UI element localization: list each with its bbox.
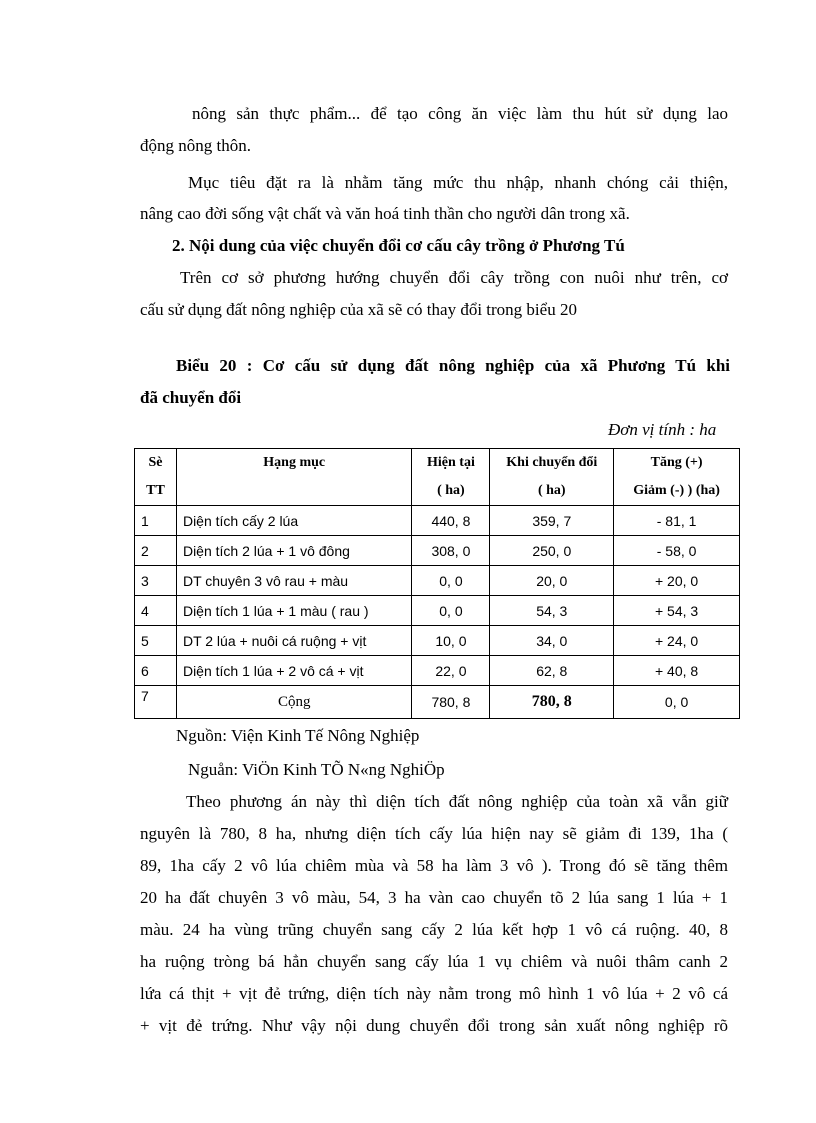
header-change bbox=[614, 449, 740, 506]
cell-current: 780, 8 bbox=[412, 686, 490, 719]
cell-item: DT 2 lúa + nuôi cá ruộng + vịt bbox=[176, 626, 412, 656]
header-current-line1: Hiện tại bbox=[427, 455, 475, 470]
paragraph-line: nông sản thực phẩm... để tạo công ăn việc làm thu hút sử dụng lao bbox=[192, 104, 728, 123]
cell-item: Diện tích 1 lúa + 1 màu ( rau ) bbox=[176, 596, 412, 626]
body-line: 20 ha đất chuyên 3 vô màu, 54, 3 ha vàn cao chuyển tõ 2 lúa sang 1 lúa + 1 bbox=[140, 888, 728, 907]
header-change-line2: Giảm (-) ) (ha) bbox=[633, 483, 720, 498]
body-line: ha ruộng tròng bá hẳn chuyển sang cấy lúa 1 vụ chiêm và nuôi thâm canh 2 bbox=[140, 952, 728, 971]
cell-stt: 7 bbox=[135, 686, 177, 719]
cell-item: Diện tích 1 lúa + 2 vô cá + vịt bbox=[176, 656, 412, 686]
paragraph-line: động nông thôn. bbox=[140, 136, 251, 155]
cell-change: + 24, 0 bbox=[614, 626, 740, 656]
body-line: 89, 1ha cấy 2 vô lúa chiêm mùa và 58 ha làm 3 vô ). Trong đó sẽ tăng thêm bbox=[140, 856, 728, 875]
paragraph-line: Trên cơ sở phương hướng chuyển đổi cây trồng con nuôi như trên, cơ bbox=[180, 268, 728, 287]
cell-change: + 40, 8 bbox=[614, 656, 740, 686]
header-stt-line2: TT bbox=[146, 483, 165, 498]
source-note-garbled: Nguån: ViÖn Kinh TÕ N«ng NghiÖp bbox=[188, 760, 445, 779]
cell-stt: 6 bbox=[135, 656, 177, 686]
table-caption-cont: đã chuyển đổi bbox=[140, 388, 242, 407]
cell-change: - 81, 1 bbox=[614, 506, 740, 536]
cell-change: + 20, 0 bbox=[614, 566, 740, 596]
table-row bbox=[135, 536, 740, 566]
table-header-row bbox=[135, 449, 740, 506]
cell-item: Diện tích 2 lúa + 1 vô đông bbox=[176, 536, 412, 566]
cell-after: 54, 3 bbox=[490, 596, 614, 626]
table-row bbox=[135, 626, 740, 656]
header-change-line1: Tăng (+) bbox=[650, 455, 703, 470]
cell-item: Diện tích cấy 2 lúa bbox=[176, 506, 412, 536]
header-item-label: Hạng mục bbox=[263, 455, 326, 470]
header-current-line2: ( ha) bbox=[437, 483, 465, 498]
cell-current: 308, 0 bbox=[412, 536, 490, 566]
cell-after: 359, 7 bbox=[490, 506, 614, 536]
header-stt-line1: Sè bbox=[148, 455, 163, 470]
table-total-row bbox=[135, 686, 740, 719]
body-line: + vịt đẻ trứng. Như vậy nội dung chuyển đổi trong sản xuất nông nghiệp rõ bbox=[140, 1016, 728, 1035]
body-line: Theo phương án này thì diện tích đất nông nghiệp của toàn xã vẫn giữ bbox=[186, 792, 728, 811]
cell-current: 10, 0 bbox=[412, 626, 490, 656]
cell-stt: 5 bbox=[135, 626, 177, 656]
cell-stt: 2 bbox=[135, 536, 177, 566]
cell-after: 250, 0 bbox=[490, 536, 614, 566]
cell-stt: 3 bbox=[135, 566, 177, 596]
unit-label: Đơn vị tính : ha bbox=[608, 420, 717, 439]
section-heading: 2. Nội dung của việc chuyển đổi cơ cấu cây trồng ở Phương Tú bbox=[172, 236, 625, 255]
paragraph-line: Mục tiêu đặt ra là nhằm tăng mức thu nhập, nhanh chóng cải thiện, bbox=[188, 173, 728, 192]
cell-change: 0, 0 bbox=[614, 686, 740, 719]
cell-current: 22, 0 bbox=[412, 656, 490, 686]
table-row bbox=[135, 656, 740, 686]
body-line: nguyên là 780, 8 ha, nhưng diện tích cấy lúa hiện nay sẽ giảm đi 139, 1ha ( bbox=[140, 824, 728, 843]
body-line: màu. 24 ha vùng trũng chuyển sang cấy 2 lúa kết hợp 1 vô cá ruộng. 40, 8 bbox=[140, 920, 728, 939]
header-stt bbox=[135, 449, 177, 506]
source-note: Nguồn: Viện Kinh Tế Nông Nghiệp bbox=[176, 726, 420, 745]
table-row bbox=[135, 506, 740, 536]
header-after-line1: Khi chuyển đổi bbox=[506, 455, 598, 470]
cell-current: 0, 0 bbox=[412, 596, 490, 626]
table-row bbox=[135, 566, 740, 596]
cell-change: + 54, 3 bbox=[614, 596, 740, 626]
land-use-table bbox=[134, 448, 740, 719]
cell-after: 34, 0 bbox=[490, 626, 614, 656]
header-current bbox=[412, 449, 490, 506]
cell-item: DT chuyên 3 vô rau + màu bbox=[176, 566, 412, 596]
cell-stt: 1 bbox=[135, 506, 177, 536]
cell-after-total: 780, 8 bbox=[490, 686, 614, 719]
table-row bbox=[135, 596, 740, 626]
cell-current: 0, 0 bbox=[412, 566, 490, 596]
header-item bbox=[176, 449, 412, 506]
header-after-line2: ( ha) bbox=[537, 483, 566, 498]
cell-change: - 58, 0 bbox=[614, 536, 740, 566]
cell-after: 62, 8 bbox=[490, 656, 614, 686]
body-line: lứa cá thịt + vịt đẻ trứng, diện tích này nằm trong mô hình 1 vô lúa + 2 vô cá bbox=[140, 984, 728, 1003]
paragraph-line: cấu sử dụng đất nông nghiệp của xã sẽ có thay đổi trong biểu 20 bbox=[140, 300, 577, 319]
cell-item-total: Cộng bbox=[176, 686, 412, 719]
cell-stt: 4 bbox=[135, 596, 177, 626]
paragraph-line: nâng cao đời sống vật chất và văn hoá tinh thần cho người dân trong xã. bbox=[140, 204, 630, 223]
header-after bbox=[490, 449, 614, 506]
table-caption: Biểu 20 : Cơ cấu sử dụng đất nông nghiệp của xã Phương Tú khi bbox=[176, 356, 730, 375]
cell-current: 440, 8 bbox=[412, 506, 490, 536]
cell-after: 20, 0 bbox=[490, 566, 614, 596]
